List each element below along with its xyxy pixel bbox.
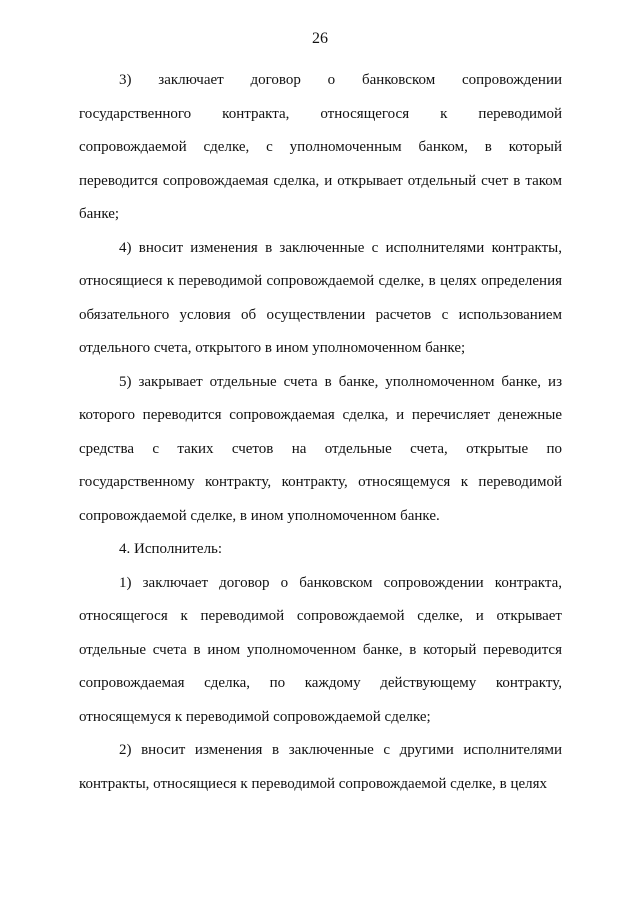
- section-heading-executor: 4. Исполнитель:: [119, 541, 223, 557]
- paragraph-item-5-close-accounts: 5) закрывает отдельные счета в банке, уполномоченном банке, из которого переводится сопровождаемая сделка, и перечисляет денежные средства с таких счетов на отдельные счета, открытые по государственному контракту, контракту, относящемуся к переводимой сопровождаемой сделке, в ином уполномоченном банке.: [79, 373, 562, 524]
- document-body: [79, 64, 562, 801]
- paragraph-executor-item-2: 2) вносит изменения в заключенные с другими исполнителями контракты, относящиеся к переводимой сопровождаемой сделке, в целях: [79, 742, 562, 792]
- paragraph-executor-item-1: 1) заключает договор о банковском сопровождении контракта, относящегося к переводимой сопровождаемой сделке, и открывает отдельные счета в ином уполномоченном банке, в который переводится сопровождаемая сделка, по каждому действующему контракту, относящемуся к переводимой сопровождаемой сделке;: [79, 574, 562, 725]
- paragraph-item-4-amend-contracts: 4) вносит изменения в заключенные с исполнителями контракты, относящиеся к переводимой сопровождаемой сделке, в целях определения обязательного условия об осуществлении расчетов с использованием отдельного счета, открытого в ином уполномоченном банке;: [79, 239, 562, 356]
- paragraph-item-3-contract: 3) заключает договор о банковском сопровождении государственного контракта, относящегося к переводимой сопровождаемой сделке, с уполномоченным банком, в который переводится сопровождаемая сделка, и открывает отдельный счет в таком банке;: [79, 72, 562, 222]
- page-number: 26: [312, 30, 328, 47]
